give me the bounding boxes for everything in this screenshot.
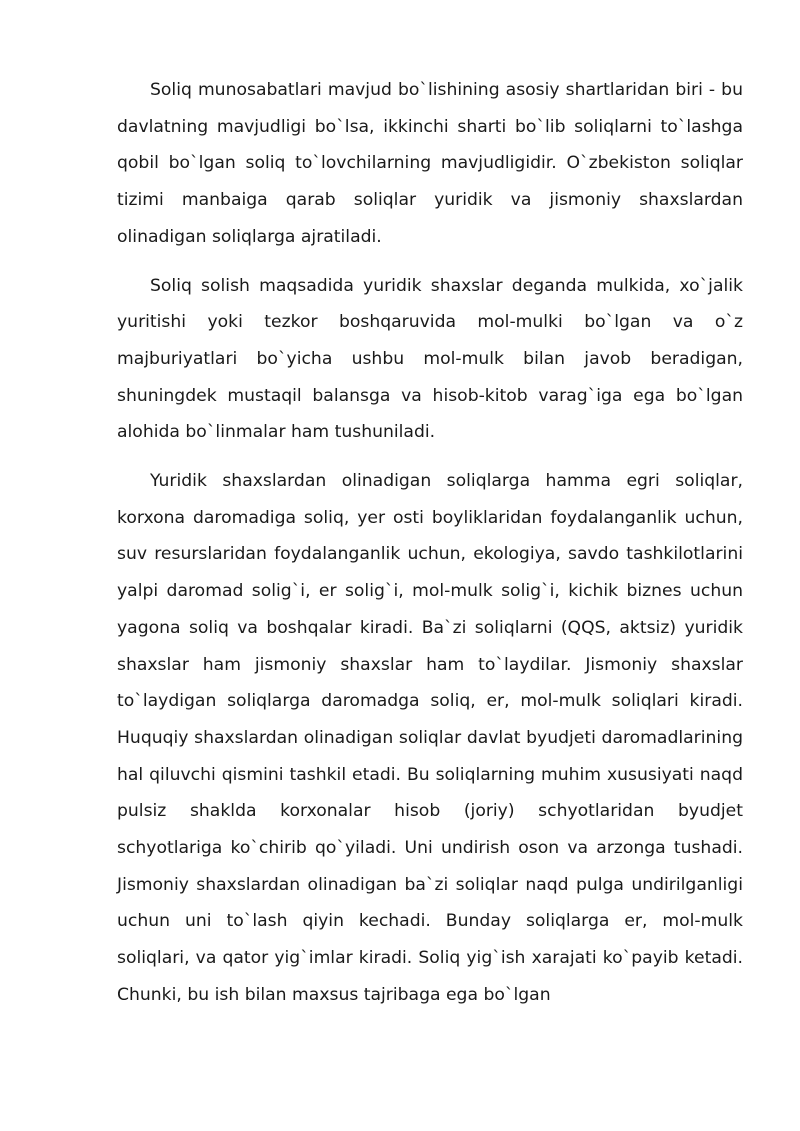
paragraph-3: Yuridik shaxslardan olinadigan soliqlarga hamma egri soliqlar, korxona daromadiga soliq, yer osti boyliklaridan foydalanganlik uchun, suv resurslaridan foydalanganlik uchun, ekologiya, savdo tashkilotlarini yalpi daromad solig`i, er solig`i, mol-mulk solig`i, kichik biznes uchun yagona soliq va boshqalar kiradi. Ba`zi soliqlarni (QQS, aktsiz) yuridik shaxslar ham jismoniy shaxslar ham to`laydilar. Jismoniy shaxslar to`laydigan soliqlarga daromadga soliq, er, mol-mulk soliqlari kiradi. Huquqiy shaxslardan olinadigan soliqlar davlat byudjeti daromadlarining hal qiluvchi qismini tashkil etadi. Bu soliqlarning muhim xususiyati naqd pulsiz shaklda korxonalar hisob (joriy) schyotlaridan byudjet schyotlariga ko`chirib qo`yiladi. Uni undirish oson va arzonga tushadi. Jismoniy shaxslardan olinadigan ba`zi soliqlar naqd pulga undirilganligi uchun uni to`lash qiyin kechadi. Bunday soliqlarga er, mol-mulk soliqlari, va qator yig`imlar kiradi. Soliq yig`ish xarajati ko`payib ketadi. Chunki, bu ish bilan maxsus tajribaga ega bo`lgan <box>117 471 743 1005</box>
paragraph-2: Soliq solish maqsadida yuridik shaxslar deganda mulkida, xo`jalik yuritishi yoki tezkor boshqaruvida mol-mulki bo`lgan va o`z majburiyatlari bo`yicha ushbu mol-mulk bilan javob beradigan, shuningdek mustaqil balansga va hisob-kitob varag`iga ega bo`lgan alohida bo`linmalar ham tushuniladi. <box>117 275 743 443</box>
paragraph-1: Soliq munosabatlari mavjud bo`lishining asosiy shartlaridan biri - bu davlatning mavjudligi bo`lsa, ikkinchi sharti bo`lib soliqlarni to`lashga qobil bo`lgan soliq to`lovchilarning mavjudligidir. O`zbekiston soliqlar tizimi manbaiga qarab soliqlar yuridik va jismoniy shaxslardan olinadigan soliqlarga ajratiladi. <box>117 80 743 247</box>
document-page <box>117 72 743 1014</box>
